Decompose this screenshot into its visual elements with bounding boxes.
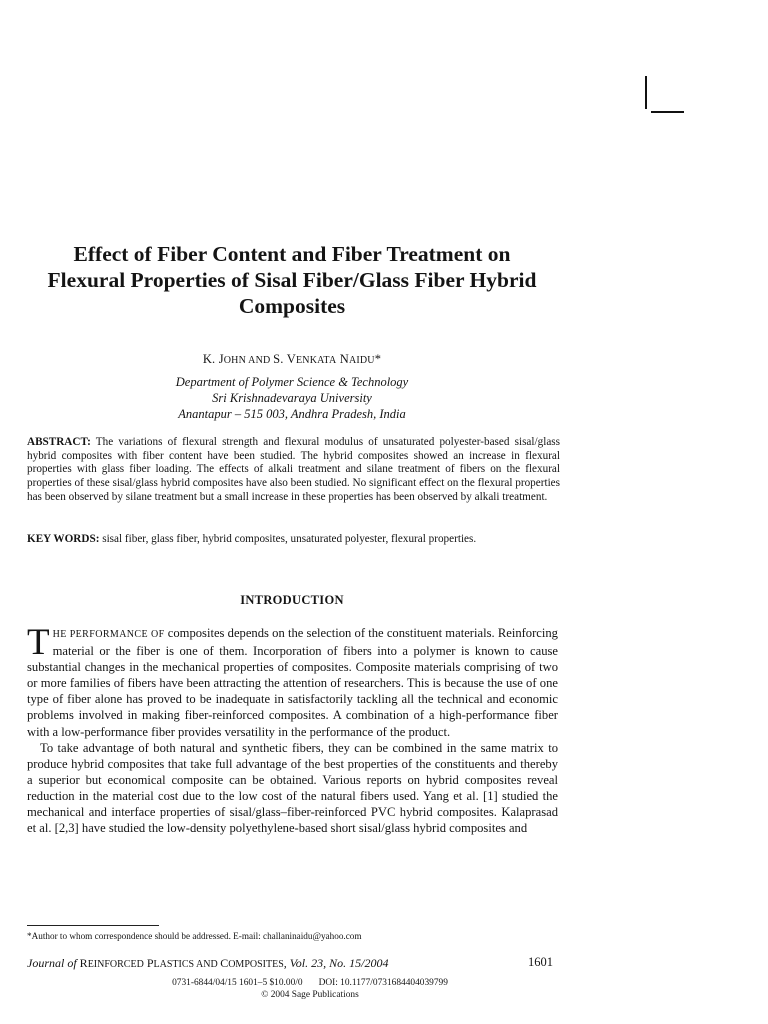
copyright: © 2004 Sage Publications [261, 990, 359, 1000]
crop-mark-horizontal [651, 111, 684, 113]
keywords-text: sisal fiber, glass fiber, hybrid composites, unsaturated polyester, flexural properties. [99, 533, 477, 545]
footnote-rule [27, 925, 159, 926]
issn-code: 0731-6844/04/15 1601–5 $10.00/0 [172, 978, 303, 988]
author-2-surname: AIDU [348, 355, 375, 366]
journal-name-einforced: EINFORCED [87, 959, 144, 970]
page-number: 1601 [528, 955, 553, 969]
codes-line-1 [110, 977, 510, 989]
journal-volume: , Vol. 23, No. 15/2004 [283, 956, 389, 970]
affiliation-line-2: Sri Krishnadevaraya University [212, 391, 372, 405]
publication-codes [110, 977, 510, 1001]
intro-paragraph-1-text: composites depends on the selection of the constituent materials. Reinforcing material or the fiber is one of them. Incorporation of fibers into a polymer is known to cause substantial changes in the mechanical properties of composites. Composite materials comprising of two or more families of fibers have been attracting the attention of researchers. This is because the use of one type of fiber alone has proved to be inadequate in satisfactorily tackling all the technical and economic problems involved in making fiber-reinforced composites. A combination of a high-performance fiber with a low-performance fiber provides versatility in the performance of the product. [27, 626, 558, 739]
section-heading: INTRODUCTION [240, 593, 344, 607]
affiliation [40, 374, 544, 422]
author-line [40, 352, 544, 368]
author-1-surname: OHN [223, 355, 247, 366]
intro-paragraph-1 [27, 622, 558, 740]
journal-name-r: R [79, 956, 88, 970]
journal-name-lastics: LASTICS [153, 959, 195, 970]
drop-cap: T [27, 622, 50, 663]
journal-name-c: C [220, 956, 229, 970]
keywords [27, 532, 560, 546]
journal-name-omposites: OMPOSITES [228, 959, 284, 970]
footnote: *Author to whom correspondence should be addressed. E-mail: challaninaidu@yahoo.com [27, 931, 362, 941]
doi: DOI: 10.1177/0731684404039799 [318, 978, 448, 988]
journal-name-p: P [143, 956, 154, 970]
keywords-label: KEY WORDS: [27, 533, 100, 545]
abstract-text: The variations of flexural strength and flexural modulus of unsaturated polyester-based sisal/glass hybrid composites with fiber content have been studied. The hybrid composites showed an increase in flexural properties with glass fiber loading. The effects of alkali treatment and silane treatment of fibers on the flexural properties of these sisal/glass hybrid composites have also been studied. No significant effect on the flexural properties has been observed by silane treatment but a small increase in these properties has been observed by alkali treatment. [27, 436, 560, 503]
introduction-body [27, 622, 558, 836]
author-2-initial: S. V [273, 352, 296, 366]
intro-paragraph-2: To take advantage of both natural and synthetic fibers, they can be combined in the same matrix to produce hybrid composites that take full advantage of the best properties of the constituents and thereby a superior but economical composite can be obtained. Various reports on hybrid composites reveal reduction in the material cost due to the low cost of the natural fibers used. Yang et al. [1] studied the mechanical and interface properties of sisal/glass–fiber-reinforced PVC hybrid composites. Kalaprasad et al. [2,3] have studied the low-density polyethylene-based short sisal/glass hybrid composites and [27, 740, 558, 836]
author-2-surname-initial: N [336, 352, 349, 366]
corresponding-asterisk: * [374, 352, 382, 366]
abstract-label: ABSTRACT: [27, 436, 91, 448]
journal-name [80, 956, 284, 970]
affiliation-line-1: Department of Polymer Science & Technology [175, 375, 409, 389]
author-conjunction: AND [246, 355, 274, 366]
author-2-middle: ENKATA [295, 355, 337, 366]
abstract [27, 436, 560, 505]
lead-smallcaps: HE PERFORMANCE OF [52, 629, 165, 640]
paper-title: Effect of Fiber Content and Fiber Treatment on Flexural Properties of Sisal Fiber/Glass Fiber Hybrid Composites [47, 242, 537, 318]
journal-name-and: AND [194, 959, 221, 970]
affiliation-line-3: Anantapur – 515 003, Andhra Pradesh, India [178, 407, 406, 421]
author-1-initial: K. J [202, 352, 224, 366]
journal-citation [27, 956, 388, 972]
journal-prefix: Journal of [27, 956, 80, 970]
crop-mark-vertical [645, 76, 647, 109]
